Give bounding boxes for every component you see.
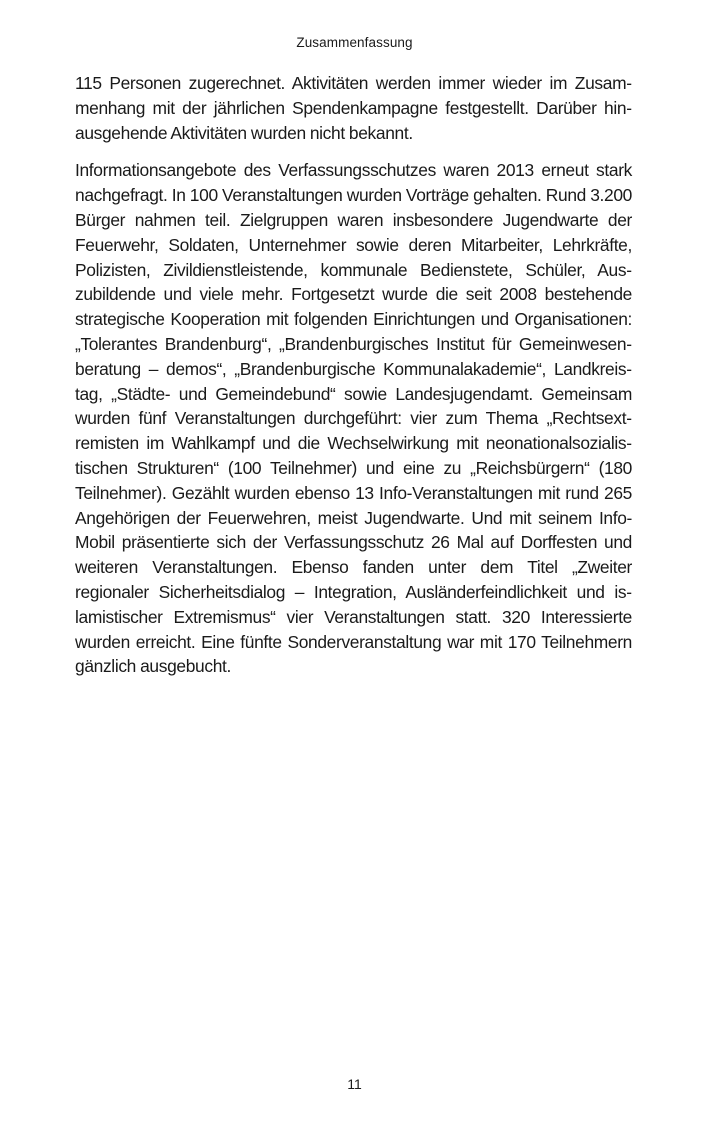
page-number: 11 (347, 1076, 362, 1092)
paragraph: 115 Personen zugerechnet. Aktivitäten werden immer wieder im Zusammenhang mit der jährlichen Spendenkampagne festgestellt. Darüber hinausgehende Aktivitäten wurden nicht bekannt. (75, 73, 632, 143)
body-text (75, 71, 632, 692)
paragraph: Informationsangebote des Verfassungsschutzes waren 2013 erneut stark nachgefragt. In 100 Veranstaltungen wurden Vorträge gehalten. Rund 3.200 Bürger nahmen teil. Zielgruppen waren insbesondere Jugendwarte der Feuerwehr, Soldaten, Unternehmer sowie deren Mitarbeiter, Lehrkräfte, Polizisten, Zivildienstleistende, kommunale Bedienstete, Schüler, Auszubildende und viele mehr. Fortgesetzt wurde die seit 2008 bestehende strategische Kooperation mit folgenden Einrichtungen und Organisationen: „Tolerantes Brandenburg“, „Brandenburgisches Institut für Gemeinwesenberatung – demos“, „Brandenburgische Kommunalakademie“, Landkreistag, „Städte- und Gemeindebund“ sowie Landesjugendamt. Gemeinsam wurden fünf Veranstaltungen durchgeführt: vier zum Thema „Rechtsextremisten im Wahlkampf und die Wechselwirkung mit neonationalsozialistischen Strukturen“ (100 Teilnehmer) und eine zu „Reichsbürgern“ (180 Teilnehmer). Gezählt wurden ebenso 13 Info-Veranstaltungen mit rund 265 Angehörigen der Feuerwehren, meist Jugendwarte. Und mit seinem Info-Mobil präsentierte sich der Verfassungsschutz 26 Mal auf Dorffesten und weiteren Veranstaltungen. Ebenso fanden unter dem Titel „Zweiter regionaler Sicherheitsdialog – Integration, Ausländerfeindlichkeit und islamistischer Extremismus“ vier Veranstaltungen statt. 320 Interessierte wurden erreicht. Eine fünfte Sonderveranstaltung war mit 170 Teilnehmern gänzlich ausgebucht. (75, 160, 632, 677)
running-header: Zusammenfassung (296, 35, 413, 50)
